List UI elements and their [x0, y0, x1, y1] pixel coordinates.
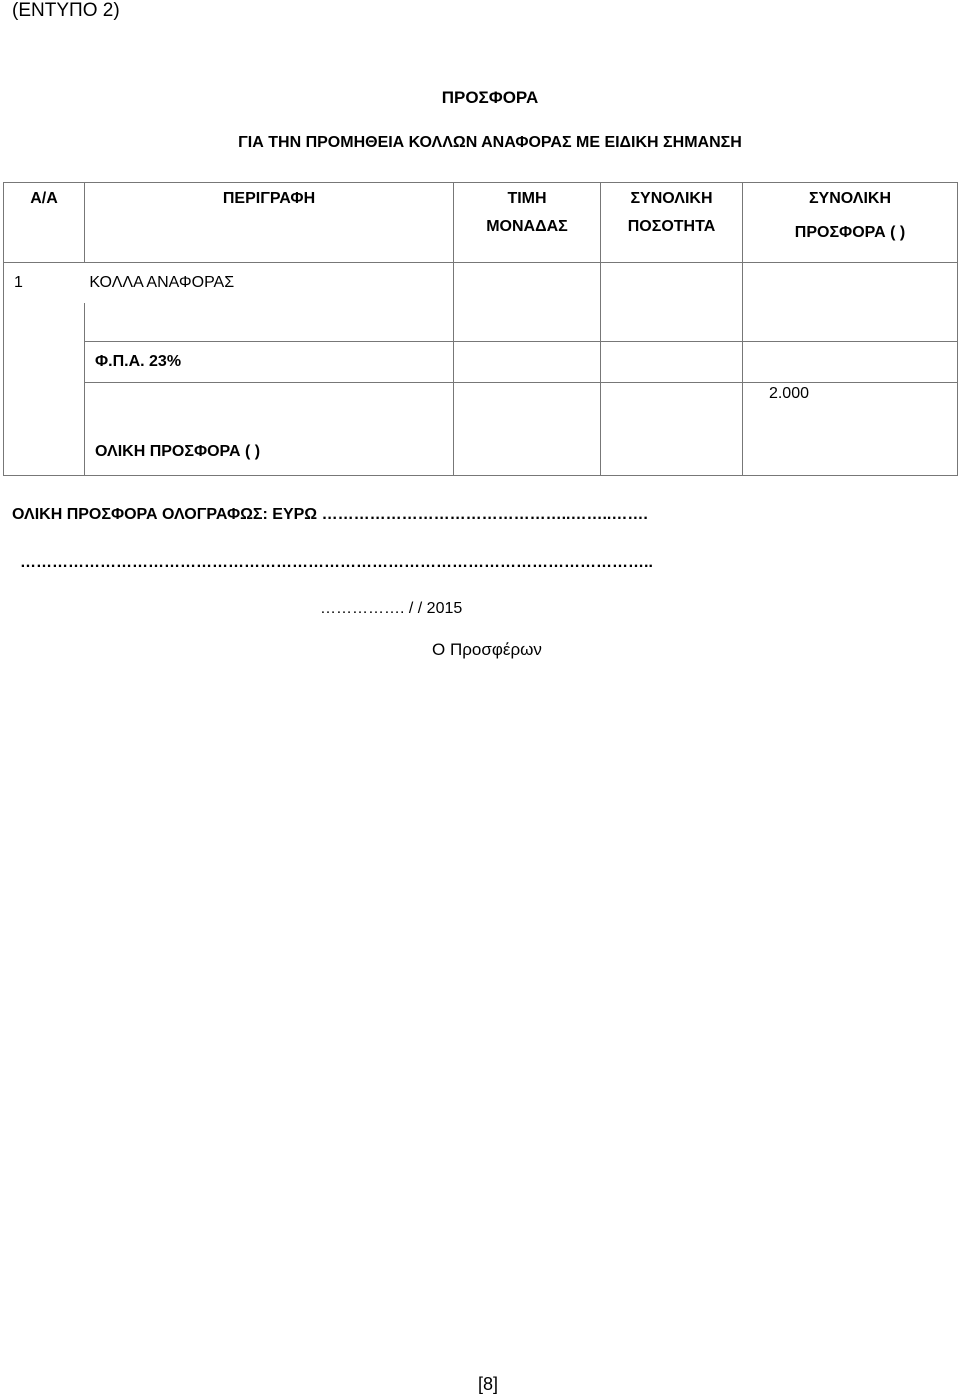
- row-unit-price: [454, 263, 601, 342]
- row-total-offer: [743, 263, 958, 342]
- date-line: ……………. / / 2015: [320, 600, 463, 617]
- header-description: ΠΕΡΙΓΡΑΦΗ: [85, 183, 454, 263]
- vat-total-quantity: [601, 342, 743, 383]
- vat-unit-price: [454, 342, 601, 383]
- form-label: (ΕΝΤΥΠΟ 2): [12, 0, 120, 21]
- dotted-line: ………………………………………………………………………………………………………..: [20, 554, 653, 571]
- row-aa: 1: [14, 274, 23, 291]
- row-item-cell: [4, 263, 454, 304]
- table-row: [4, 263, 958, 304]
- offer-table: [3, 182, 958, 476]
- total-cell-aa: [4, 383, 85, 476]
- page-number: [8]: [478, 1374, 499, 1394]
- vat-total-offer: [743, 342, 958, 383]
- gap-cell-description: [85, 303, 454, 342]
- row-description: ΚΟΛΛΑ ΑΝΑΦΟΡΑΣ: [89, 274, 235, 291]
- total-row: [4, 383, 958, 476]
- page-subtitle: ΓΙΑ ΤΗΝ ΠΡΟΜΗΘΕΙΑ ΚΟΛΛΩΝ ΑΝΑΦΟΡΑΣ ΜΕ ΕΙΔΙΚΗ ΣΗΜΑΝΣΗ: [238, 134, 742, 151]
- total-in-words-label: ΟΛΙΚΗ ΠΡΟΣΦΟΡΑ ΟΛΟΓΡΑΦΩΣ: ΕΥΡΩ ………………………………………..……..…….: [12, 506, 648, 523]
- vat-label: Φ.Π.Α. 23%: [85, 342, 454, 383]
- vat-cell-aa: [4, 342, 85, 383]
- total-total-quantity: [601, 383, 743, 476]
- gap-cell-aa: [4, 303, 85, 342]
- signer-label: Ο Προσφέρων: [432, 640, 542, 659]
- total-label: ΟΛΙΚΗ ΠΡΟΣΦΟΡΑ ( ): [85, 383, 454, 476]
- page-title: ΠΡΟΣΦΟΡΑ: [441, 88, 539, 107]
- header-aa: Α/Α: [4, 183, 85, 263]
- vat-row: [4, 342, 958, 383]
- header-total-quantity: ΣΥΝΟΛΙΚΗ ΠΟΣΟΤΗΤΑ: [601, 183, 743, 263]
- table-header-row: [4, 183, 958, 263]
- header-unit-price: ΤΙΜΗ ΜΟΝΑΔΑΣ: [454, 183, 601, 263]
- header-total-offer: ΣΥΝΟΛΙΚΗ ΠΡΟΣΦΟΡΑ ( ): [743, 183, 958, 263]
- total-unit-price: [454, 383, 601, 476]
- total-value: 2.000: [743, 383, 958, 476]
- row-total-quantity: [601, 263, 743, 342]
